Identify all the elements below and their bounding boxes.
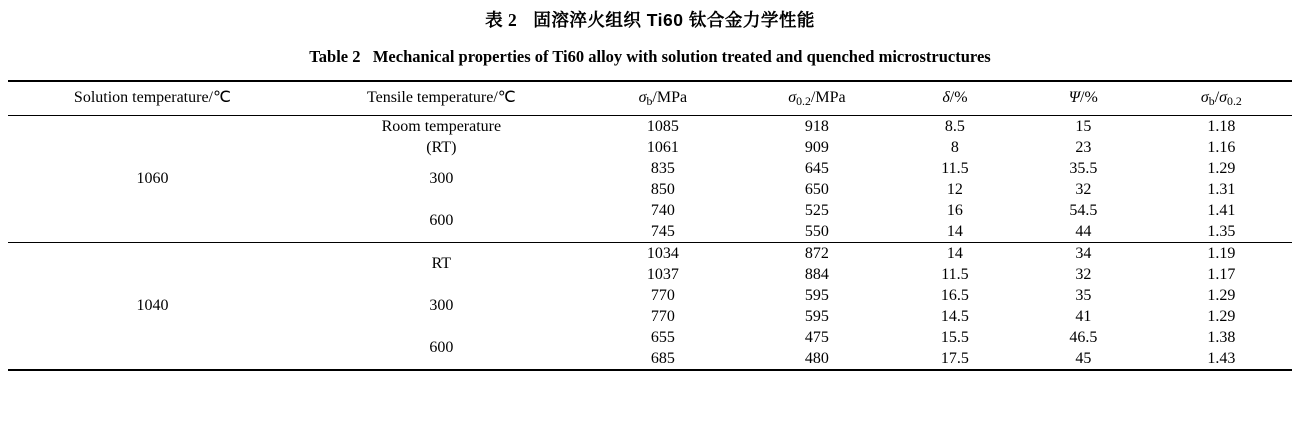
header-row [8,81,1292,116]
cell-delta: 12 [946,180,963,198]
cell-delta: 16.5 [940,286,969,304]
cell-delta: 11.5 [941,265,969,283]
caption-english-label: Table 2 [309,46,361,66]
cell-tensile-temperature: 600 [429,212,454,230]
cell-ratio: 1.19 [1207,244,1236,262]
cell-psi: 45 [1075,349,1092,367]
table-body-group-1060 [8,115,1292,242]
cell-delta: 8.5 [944,117,965,135]
cell-sigma-b: 770 [650,286,675,304]
cell-ratio: 1.18 [1207,117,1236,135]
cell-delta: 14 [946,244,963,262]
cell-ratio: 1.17 [1207,265,1236,283]
cell-sigma-b: 1085 [646,117,679,135]
cell-sigma-b: 770 [650,307,675,325]
cell-sigma-b: 1037 [646,265,679,283]
cell-sigma-b: 835 [650,159,675,177]
cell-delta: 8 [950,138,959,156]
cell-ratio: 1.31 [1207,180,1236,198]
table-body-group-1040 [8,242,1292,370]
tensile-temperature-line: Room temperature [381,117,502,135]
cell-sigma-b: 740 [650,201,675,219]
cell-tensile-temperature: 600 [429,339,454,357]
header-ratio: $\sigma_b/\sigma_{0.2}$ [1200,88,1242,108]
table-row [8,242,1292,264]
cell-ratio: 1.38 [1207,328,1236,346]
cell-sigma-02: 909 [804,138,829,156]
cell-sigma-b: 655 [650,328,675,346]
cell-psi: 35.5 [1069,159,1098,177]
cell-sigma-02: 525 [804,201,829,219]
cell-ratio: 1.41 [1207,201,1236,219]
cell-psi: 32 [1075,180,1092,198]
cell-psi: 41 [1075,307,1092,325]
cell-psi: 35 [1075,286,1092,304]
cell-delta: 14.5 [940,307,969,325]
cell-delta: 15.5 [940,328,969,346]
cell-sigma-b: 1061 [646,138,679,156]
cell-sigma-02: 475 [804,328,829,346]
table-header [8,81,1292,116]
cell-tensile-temperature: RT [431,255,452,273]
cell-ratio: 1.29 [1207,159,1236,177]
caption-english-title: Mechanical properties of Ti60 alloy with solution treated and quenched microstructures [372,46,991,66]
caption-chinese-title: 固溶淬火组织 Ti60 钛合金力学性能 [533,10,815,30]
cell-sigma-02: 918 [804,117,829,135]
cell-ratio: 1.16 [1207,138,1236,156]
cell-ratio: 1.43 [1207,349,1236,367]
cell-delta: 11.5 [941,159,969,177]
cell-psi: 46.5 [1069,328,1098,346]
properties-table [8,80,1292,371]
caption-english [8,33,1292,68]
cell-sigma-02: 645 [804,159,829,177]
cell-sigma-02: 650 [804,180,829,198]
cell-solution-temperature: 1040 [136,297,169,315]
cell-sigma-02: 595 [804,307,829,325]
cell-tensile-temperature: 300 [429,170,454,188]
header-sigma-02: $\sigma_{0.2}$/MPa [788,88,846,108]
cell-psi: 32 [1075,265,1092,283]
cell-solution-temperature: 1060 [136,170,169,188]
cell-sigma-b: 1034 [646,244,679,262]
header-delta: δ/% [942,89,968,107]
cell-sigma-b: 745 [650,222,675,240]
cell-sigma-b: 685 [650,349,675,367]
cell-tensile-temperature: 300 [429,297,454,315]
caption-chinese [8,0,1292,33]
cell-sigma-b: 850 [650,180,675,198]
cell-sigma-02: 872 [804,244,829,262]
cell-delta: 17.5 [940,349,969,367]
header-tensile-temperature: Tensile temperature/℃ [366,89,516,107]
tensile-temperature-line: (RT) [426,138,457,156]
cell-sigma-02: 550 [804,222,829,240]
cell-sigma-02: 480 [804,349,829,367]
cell-psi: 23 [1075,138,1092,156]
header-sigma-b: $\sigma_b$/MPa [638,88,688,108]
cell-delta: 16 [946,201,963,219]
cell-psi: 15 [1075,117,1092,135]
cell-ratio: 1.35 [1207,222,1236,240]
table-row [8,115,1292,137]
header-psi: Ψ/% [1068,89,1098,107]
cell-ratio: 1.29 [1207,307,1236,325]
cell-psi: 54.5 [1069,201,1098,219]
cell-tensile-temperature [297,115,586,158]
header-solution-temperature: Solution temperature/℃ [73,89,231,107]
caption-chinese-label: 表 2 [485,10,518,30]
cell-sigma-02: 595 [804,286,829,304]
cell-sigma-02: 884 [804,265,829,283]
cell-delta: 14 [946,222,963,240]
cell-psi: 44 [1075,222,1092,240]
cell-ratio: 1.29 [1207,286,1236,304]
cell-psi: 34 [1075,244,1092,262]
